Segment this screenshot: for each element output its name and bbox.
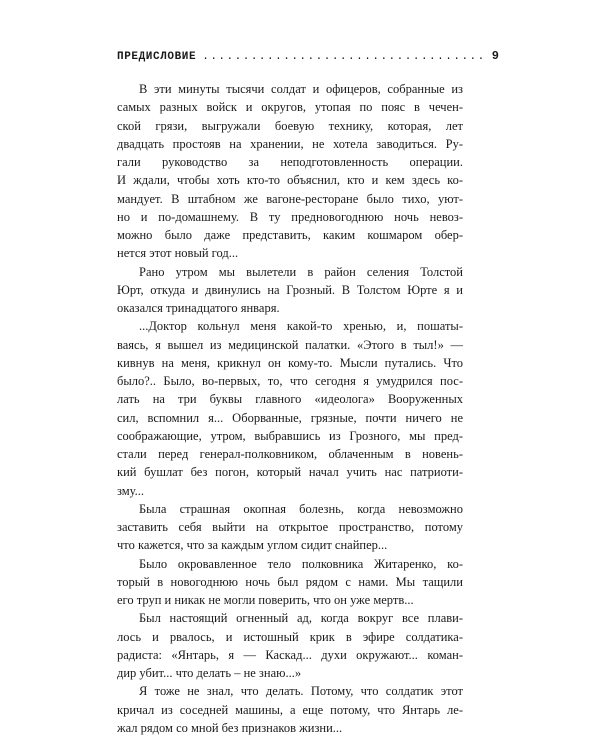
text-line: мандует. В штабном же вагоне-ресторане было тихо, уют- [117,191,463,206]
text-line: Юрт, откуда и двинулись на Грозный. В Толстом Юрте я и [117,282,463,297]
paragraph [117,263,463,318]
text-line: заставить себя выйти на открытое пространство, потому [117,520,463,534]
paragraph [117,317,463,500]
text-line: В эти минуты тысячи солдат и офицеров, собранные из [139,82,463,96]
text-line: Была страшная окопная болезнь, когда невозможно [139,501,463,516]
text-line: лать на три буквы главного «идеолога» Вооруженных [117,392,463,407]
text-line: стали перед генерал-полковником, облаченным в новень- [117,447,463,461]
text-line: ской грязи, выгружали боевую технику, которая, лет [117,118,463,133]
text-line: его труп и никак не могли поверить, что он уже мертв... [117,593,414,607]
text-line: оказался тринадцатого января. [117,301,280,315]
text-line: было?.. Было, во-первых, то, что сегодня я умудрился пос- [117,374,463,388]
text-line: кий бушлат без погон, который начал учить нас патриоти- [117,465,463,480]
text-line: торый в новогоднюю ночь был рядом с нами. Мы тащили [117,574,463,589]
text-line: ...Доктор кольнул меня какой-то хренью, и, пошаты- [139,319,463,334]
text-line: кричал из соседней машины, а еще потому, что Янтарь ле- [117,702,463,717]
text-line: Рано утром мы вылетели в район селения Толстой [139,264,463,279]
page-number: 9 [491,49,499,63]
text-line: лось и рвалось, и истошный крик в эфире солдатика- [117,629,463,644]
text-line: гали руководство за неподготовленность операции. [117,155,463,169]
paragraph [117,555,463,610]
paragraph [117,682,463,737]
text-line: кивнув на меня, крикнул он кому-то. Мысли путались. Что [117,355,463,370]
text-line: Я тоже не знал, что делать. Потому, что солдатик этот [139,684,463,699]
text-line: соображающие, утром, выбравшись из Грозного, мы пред- [117,428,463,443]
text-line: что кажется, что за каждым углом сидит снайпер... [117,538,388,553]
text-line: жал рядом со мной без признаков жизни... [117,720,343,735]
text-line: Был настоящий огненный ад, когда вокруг все плави- [139,611,463,626]
dot-leader: ................................... [202,51,486,63]
text-line: можно было даже представить, каким кошмаром обер- [117,228,463,242]
paragraph [117,80,463,263]
running-title: ПРЕДИСЛОВИЕ [117,51,197,63]
text-line: самых разных войск и округов, утопая по пояс в чечен- [117,100,463,115]
paragraph [117,500,463,555]
text-line: Было окровавленное тело полковника Житаренко, ко- [139,556,463,571]
text-line: ваясь, я вышел из медицинской палатки. «Этого в тыл!» — [117,337,463,352]
text-line: но и по-домашнему. В ту предновогоднюю ночь невоз- [117,209,463,224]
running-header [117,49,499,67]
text-line: радиста: «Янтарь, я — Каскад... духи окружают... коман- [117,647,463,662]
body-text [117,80,463,737]
text-line: сил, вспомнил я... Оборванные, грязные, почти ничего не [117,410,463,425]
text-line: зму... [117,483,145,498]
text-line: дир убит... что делать – не знаю...» [117,666,302,680]
text-line: нется этот новый год... [117,246,239,261]
paragraph [117,609,463,682]
text-line: И ждали, чтобы хоть кто-то объяснил, кто и кем здесь ко- [117,173,463,188]
text-line: двадцать простояв на хранении, не хотела заводиться. Ру- [117,136,463,151]
